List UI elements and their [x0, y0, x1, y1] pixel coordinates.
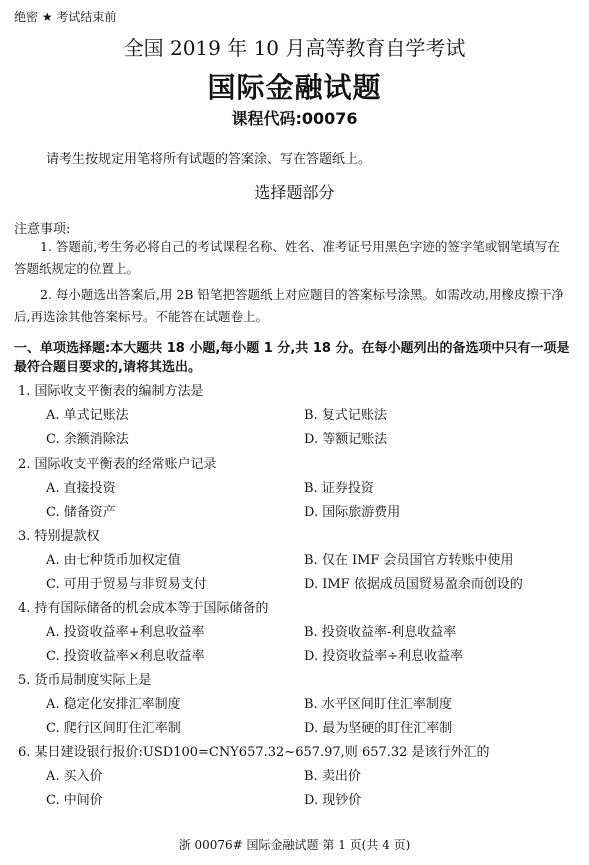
option-c: C. 投资收益率×利息收益率 — [46, 649, 205, 664]
option-a: A. 单式记账法 — [46, 408, 129, 423]
option-a: A. 投资收益率+利息收益率 — [46, 625, 205, 640]
notes-heading: 注意事项: — [14, 222, 71, 237]
option-d: D. 投资收益率÷利息收益率 — [304, 649, 464, 664]
note-item: 1. 答题前,考生务必将自己的考试课程名称、姓名、准考证号用黑色字迹的签字笔或钢笔填写在答题纸规定的位置上。 — [14, 239, 560, 276]
exam-title: 全国 2019 年 10 月高等教育自学考试 — [123, 36, 466, 60]
option-a: A. 买入价 — [46, 769, 103, 784]
section-title: 选择题部分 — [254, 183, 335, 202]
option-a: A. 稳定化安排汇率制度 — [46, 697, 181, 712]
option-c: C. 可用于贸易与非贸易支付 — [46, 577, 207, 592]
subject-title: 国际金融试题 — [207, 71, 382, 104]
option-b: B. 证券投资 — [304, 481, 374, 496]
option-d: D. 最为坚硬的盯住汇率制 — [304, 721, 453, 736]
option-d: D. IMF 依据成员国贸易盈余而创设的 — [304, 577, 523, 592]
confidential-label: 绝密 ★ 考试结束前 — [14, 10, 117, 24]
option-c: C. 爬行区间盯住汇率制 — [46, 721, 181, 736]
option-c: C. 余额消除法 — [46, 432, 129, 447]
question-stem: 3. 特别提款权 — [18, 529, 100, 544]
question-stem: 4. 持有国际储备的机会成本等于国际储备的 — [18, 601, 269, 616]
page-footer: 浙 00076# 国际金融试题 第 1 页(共 4 页) — [178, 838, 411, 852]
question-stem: 1. 国际收支平衡表的编制方法是 — [18, 384, 204, 399]
question-stem: 5. 货币局制度实际上是 — [18, 673, 152, 688]
note-item: 2. 每小题选出答案后,用 2B 铅笔把答题纸上对应题目的答案标号涂黑。如需改动,用橡皮擦干净后,再选涂其他答案标号。不能答在试题卷上。 — [14, 287, 564, 324]
option-a: A. 直接投资 — [46, 481, 116, 496]
option-a: A. 由七种货币加权定值 — [46, 553, 181, 568]
option-c: C. 中间价 — [46, 793, 103, 808]
option-b: B. 卖出价 — [304, 769, 361, 784]
option-d: D. 现钞价 — [304, 793, 362, 808]
option-c: C. 储备资产 — [46, 505, 116, 520]
part-one-heading: 一、单项选择题:本大题共 18 小题,每小题 1 分,共 18 分。在每小题列出的备选项中只有一项是最符合题目要求的,请将其选出。 — [14, 341, 570, 375]
option-d: D. 等额记账法 — [304, 432, 388, 447]
option-d: D. 国际旅游费用 — [304, 505, 401, 520]
option-b: B. 仅在 IMF 会员国官方转账中使用 — [304, 553, 514, 568]
option-b: B. 复式记账法 — [304, 408, 387, 423]
question-stem: 6. 某日建设银行报价:USD100=CNY657.32~657.97,则 657.32 是该行外汇的 — [18, 745, 490, 760]
question-stem: 2. 国际收支平衡表的经常账户记录 — [18, 457, 217, 472]
answer-instruction: 请考生按规定用笔将所有试题的答案涂、写在答题纸上。 — [46, 152, 372, 167]
option-b: B. 投资收益率-利息收益率 — [304, 625, 457, 640]
option-b: B. 水平区间盯住汇率制度 — [304, 697, 452, 712]
course-code: 课程代码:00076 — [231, 109, 358, 128]
